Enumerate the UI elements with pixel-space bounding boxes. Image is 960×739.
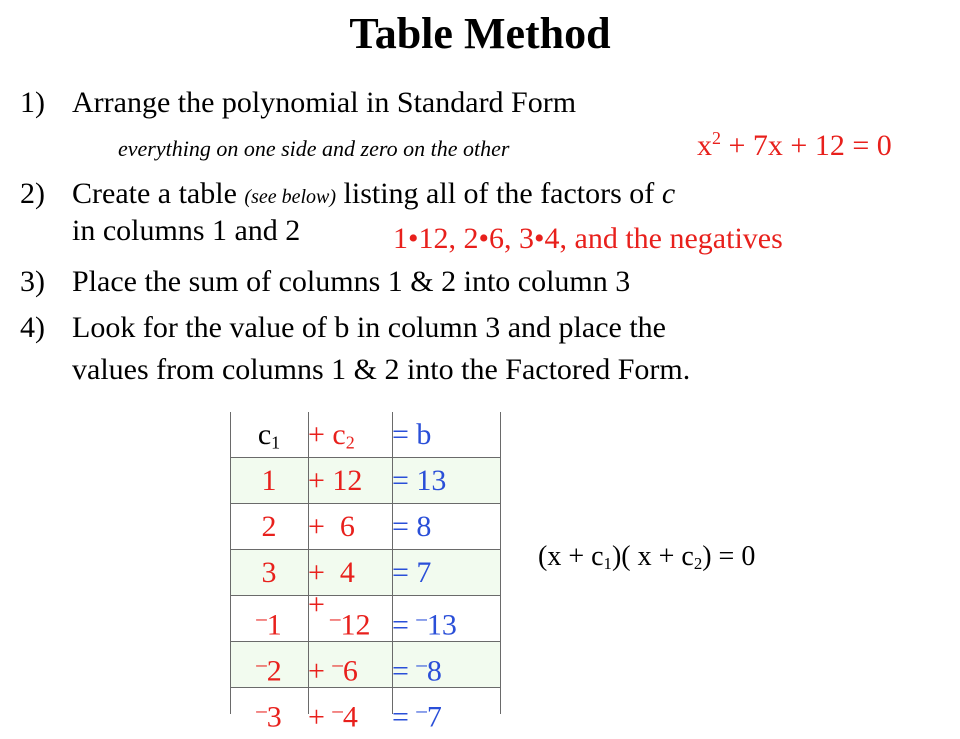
factored-form-b: )( x + c: [611, 541, 694, 572]
row-4-c2-value: 12: [340, 608, 371, 642]
table-row: [230, 642, 500, 688]
step-1-number: 1): [20, 86, 45, 119]
row-6-c2: [308, 688, 392, 739]
row-5-c1-neg: –: [256, 652, 267, 676]
factors-note: 1•12, 2•6, 3•4, and the negatives: [393, 222, 783, 255]
row-6-c1-neg: –: [256, 698, 267, 722]
table-header-row: [230, 412, 500, 458]
step-2-text-a: Create a table: [72, 177, 245, 210]
row-5-sum-value: 8: [426, 654, 442, 688]
header-c1-sub: 1: [271, 432, 281, 453]
step-2-var-c: c: [661, 177, 676, 210]
table-row: [230, 588, 500, 642]
step-2-text-b: listing all of the factors of: [336, 177, 662, 210]
row-5-sum: [392, 642, 500, 693]
row-4-sum-neg: –: [416, 606, 427, 630]
quadratic-equation: [697, 128, 892, 163]
row-1-c1: 1: [261, 464, 277, 497]
step-1: [20, 86, 576, 120]
factored-form-c: ) = 0: [702, 541, 756, 572]
factored-form-a: (x + c: [538, 541, 604, 572]
step-3-number: 3): [20, 265, 45, 298]
row-2-sum: = 8: [392, 510, 432, 543]
row-6-sum: [392, 688, 500, 739]
step-3: [20, 265, 630, 299]
factor-table: [230, 412, 500, 733]
row-4-c2-neg: –: [330, 606, 341, 630]
table-row: [230, 458, 500, 504]
table-divider-1: [308, 412, 309, 714]
step-4-text: Look for the value of b in column 3 and place the: [72, 311, 666, 344]
row-5-c1-value: 2: [266, 654, 282, 688]
table-row: [230, 504, 500, 550]
equation-rest: + 7x + 12 = 0: [721, 128, 892, 162]
row-6-c2-neg: –: [332, 698, 343, 722]
row-2-c2: + 6: [308, 510, 355, 543]
equation-base: x: [697, 128, 712, 162]
row-1-sum: = 13: [392, 464, 447, 497]
header-c2-sub: 2: [345, 432, 355, 453]
table-divider-2: [392, 412, 393, 714]
row-6-c1-value: 3: [266, 700, 282, 734]
row-3-sum: = 7: [392, 556, 432, 589]
factored-form: [538, 541, 755, 574]
step-4-number: 4): [20, 311, 45, 344]
factored-form-a-sub: 1: [603, 554, 612, 574]
row-5-c2: [308, 642, 392, 693]
row-2-c1: 2: [261, 510, 277, 543]
step-2-line-2: in columns 1 and 2: [72, 214, 301, 247]
row-5-c2-neg: –: [332, 652, 343, 676]
row-6-plus: +: [308, 700, 333, 734]
row-6-sum-neg: –: [416, 698, 427, 722]
table-border-right: [500, 412, 501, 714]
factored-form-b-sub: 2: [693, 554, 703, 574]
row-4-c1-value: 1: [266, 608, 282, 642]
row-4-sum-value: 13: [426, 608, 457, 642]
table-border-left: [230, 412, 231, 714]
header-sum: = b: [392, 418, 432, 451]
row-5-sum-prefix: =: [392, 654, 417, 688]
header-c2-label: + c: [308, 418, 346, 451]
row-4-c2: [330, 596, 392, 647]
row-6-sum-prefix: =: [392, 700, 417, 734]
row-5-sum-neg: –: [416, 652, 427, 676]
row-5-plus: +: [308, 654, 333, 688]
table-row: [230, 688, 500, 733]
page-title: Table Method: [349, 9, 611, 58]
step-4: [20, 311, 666, 345]
equation-exponent: 2: [712, 128, 721, 148]
step-1-text: Arrange the polynomial in Standard Form: [72, 86, 577, 119]
row-3-c2: + 4: [308, 556, 355, 589]
row-5-c1: [230, 642, 308, 693]
row-4-sum: [392, 596, 500, 647]
row-6-c2-value: 4: [342, 700, 358, 734]
row-3-c1: 3: [261, 556, 277, 589]
row-4-c1: [230, 596, 308, 647]
step-2: [20, 177, 675, 214]
step-4-line-2: values from columns 1 & 2 into the Factored Form.: [72, 353, 691, 386]
row-4-sum-prefix: =: [392, 608, 417, 642]
row-4-plus: +: [308, 588, 325, 621]
step-2-number: 2): [20, 177, 45, 210]
row-1-c2: + 12: [308, 464, 363, 497]
row-4-c1-neg: –: [256, 606, 267, 630]
row-6-c1: [230, 688, 308, 739]
step-2-note: (see below): [244, 186, 337, 208]
header-c1-label: c: [257, 418, 272, 451]
standard-form-note: everything on one side and zero on the other: [118, 136, 510, 161]
row-6-sum-value: 7: [426, 700, 442, 734]
row-5-c2-value: 6: [342, 654, 358, 688]
step-3-text: Place the sum of columns 1 & 2 into column 3: [72, 265, 631, 298]
